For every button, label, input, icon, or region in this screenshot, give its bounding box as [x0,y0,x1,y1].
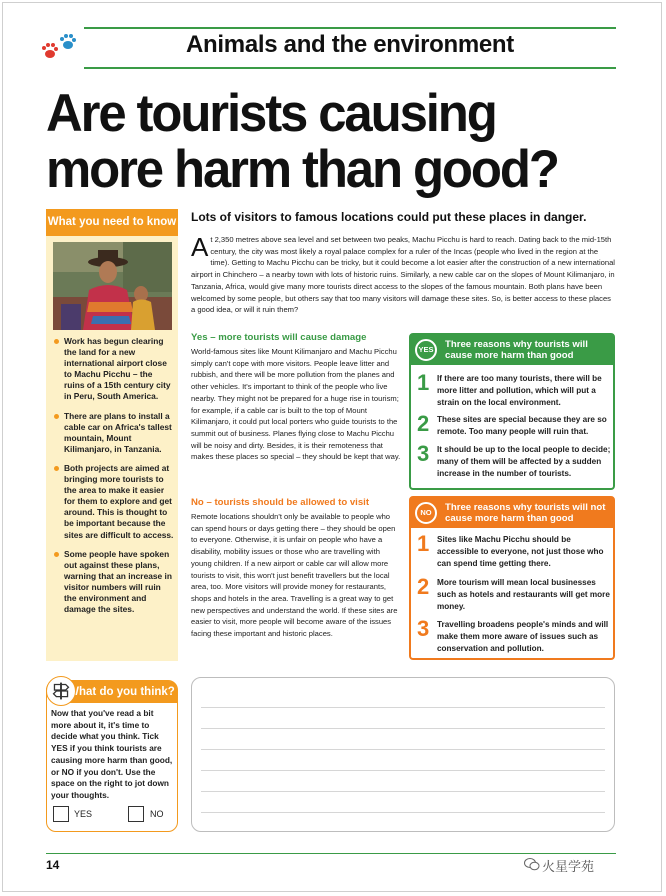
yes-checkbox-label: YES [74,809,93,819]
header-rule-bottom [84,67,616,69]
no-body: Remote locations shouldn't only be available to people who can spend hours or days getting there – they should be open to everyone. Otherwise, it is unfair on people who have a disability, mobility issues or those who are travelling with young children. If a new airport or cable car will allow more tourists to visit, this won't just benefit travellers but the local area, too. More visitors will provide money for restaurants, shops and hotels in the area. Travelling is a great way to get new perspectives and understand the world. If these sites are easier to visit, more people will become aware of the issues facing these important and historic places. [191,512,398,639]
reason-text: If there are too many tourists, there will be more litter and pollution, which will put a strain on the local environment. [437,374,602,407]
yes-reasons-box [409,333,615,490]
drop-cap: A [191,232,209,262]
intro-paragraph [191,234,615,316]
list-item: Some people have spoken out against these plans, warning that an increase in visitor numbers will ruin the environment and damage the sites. [54,549,174,616]
reason-number: 1 [417,370,430,395]
yes-reasons-title-text: Three reasons why tourists will cause more harm than good [445,339,588,361]
list-item: There are plans to install a cable car on Africa's tallest mountain, Mount Kilimanjaro, in Tanzania. [54,411,174,455]
lead-sentence: Lots of visitors to famous locations could put these places in danger. [191,210,587,224]
list-item: Both projects are aimed at bringing more tourists to the area to make it easier for them to explore and get around. This is thought to be important because the sites are difficult to access. [54,463,174,541]
yes-checkbox[interactable] [53,806,69,822]
photo-peruvian-woman-and-child [53,242,172,330]
what-do-you-think-title: What do you think? [66,681,177,703]
writing-line [201,728,605,729]
need-to-know-list [54,336,174,623]
reason-number: 3 [417,441,430,466]
reason-text: These sites are special because they are so remote. Too many people will ruin that. [437,415,607,436]
no-reasons-title-text: Three reasons why tourists will not cause more harm than good [445,502,606,524]
reason-number: 1 [417,531,430,556]
what-do-you-think-text: Now that you've read a bit more about it, it's time to decide what you think. Tick YES if you think tourists are causing more harm than good, or NO if you don't. Use the space on the right to jot down your thoughts. [51,708,173,800]
paw-prints-icon [40,32,80,64]
yes-heading: Yes – more tourists will cause damage [191,332,367,343]
need-to-know-title: What you need to know [46,209,178,236]
reason-text: It should be up to the local people to decide; many of them will be affected by a sudden increase in the number of tourists. [437,445,611,478]
list-item: Work has begun clearing the land for a new international airport close to Machu Picchu – the ruins of a 15th century city in Peru, South America. [54,336,174,403]
writing-line [201,791,605,792]
page-number: 14 [46,858,60,872]
no-checkbox[interactable] [128,806,144,822]
reason-number: 2 [417,411,430,436]
watermark: 火星学苑 [542,859,595,874]
no-reasons-box [409,496,615,660]
wechat-icon [524,857,540,871]
section-title: Animals and the environment [186,31,514,58]
signpost-icon [46,676,76,706]
reason-text: Sites like Machu Picchu should be accessible to everyone, not just those who can spend time getting there. [437,535,604,568]
footer-rule [46,853,616,854]
writing-line [201,812,605,813]
writing-line [201,707,605,708]
header-rule-top [84,27,616,29]
reason-text: More tourism will mean local businesses such as hotels and restaurants will get more money. [437,578,610,611]
writing-line [201,749,605,750]
yes-body: World-famous sites like Mount Kilimanjaro and Machu Picchu simply can't cope with more visitors. People leave litter and rubbish, and there will be more pollution from the planes and other vehicles. It's important to think of the people who live nearby. They might not be prepared for a huge rise in tourism; for example, if a cable car is built to the top of Mount Kilimanjaro, it could put local porters who guide tourists to the summit out of business. Planes flying close to Machu Picchu will be noisy and dirty. Besides, it is their remoteness that makes these places so special – they should be kept that way. [191,347,401,462]
no-reasons-title [411,498,613,528]
reason-number: 2 [417,574,430,599]
writing-line [201,770,605,771]
no-checkbox-label: NO [150,809,164,819]
intro-text: t 2,350 metres above sea level and set between two peaks, Machu Picchu is hard to reach. Dating back to the mid-15th century, the city was most likely a royal palace complex for a ruler of the Incas (people who lived in the region at the time). Getting to Machu Picchu can be tricky, but it could become a lot easier after the construction of a new international airport in Chinchero – a nearby town with lots of historic ruins. Similarly, a new cable car on the slopes of Mount Kilimanjaro, in Tanzania, Africa, would give many more tourists direct access to the slopes of the famous mountain. Both plans have been welcomed by some people, but others say that too many visitors will damage these sites. So, is better access to these places a good idea, or will it ruin them? [191,235,615,315]
yes-reasons-title [411,335,613,365]
reason-text: Travelling broadens people's minds and will make them more aware of issues such as conservation and pollution. [437,620,609,653]
no-heading: No – tourists should be allowed to visit [191,497,370,508]
yes-badge: YES [415,339,437,361]
no-badge: NO [415,502,437,524]
headline: Are tourists causing more harm than good? [46,84,558,199]
notes-writing-area[interactable] [191,677,615,832]
reason-number: 3 [417,616,430,641]
